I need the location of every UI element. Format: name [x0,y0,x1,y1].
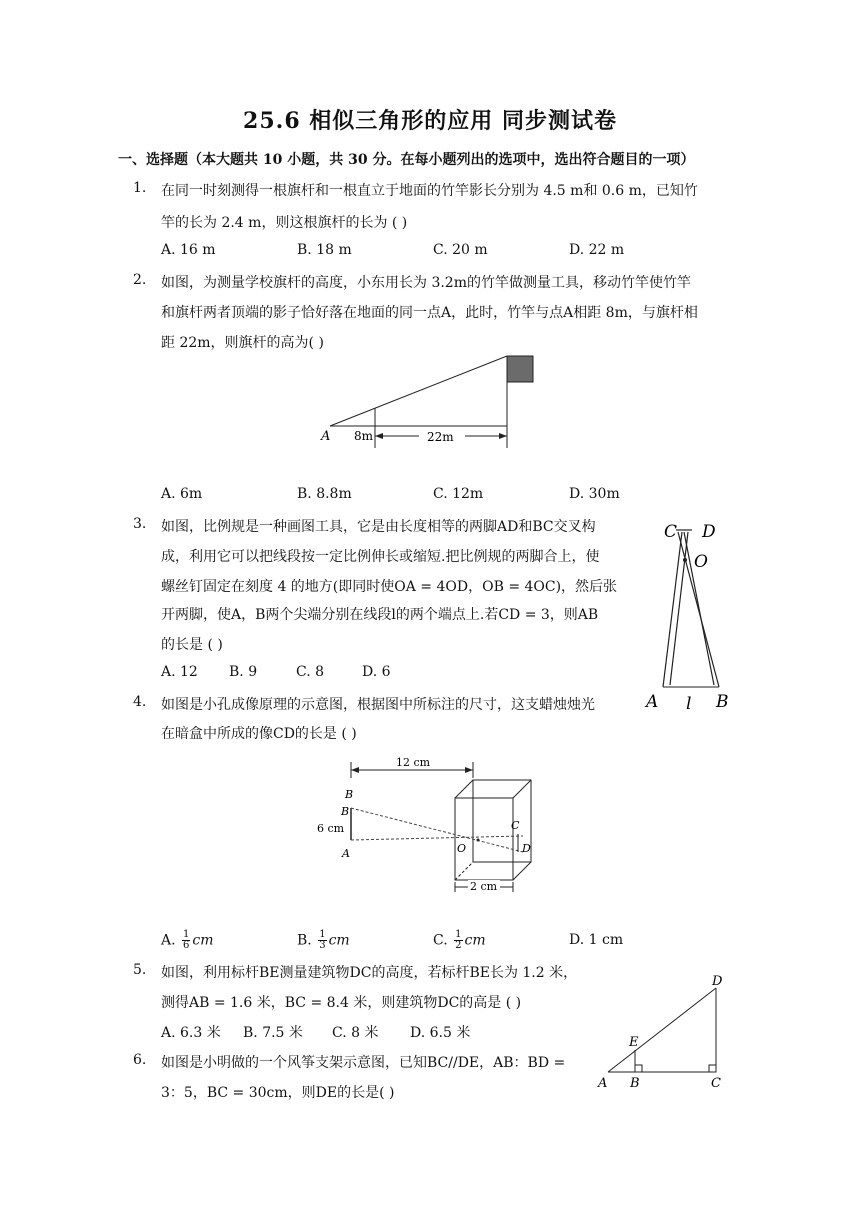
box-edge [455,780,473,798]
box-hidden-edge [455,862,473,880]
screw-o [683,558,687,562]
denominator: 2 [455,940,462,951]
point-label-b: B [630,1076,640,1091]
question-number: 4. [133,694,147,710]
question-text-line: 竿的长为 2.4 m，则这根旗杆的长为 ( ) [161,215,408,231]
point-label-c: C [711,1076,721,1091]
point-label-a: A [646,692,659,712]
option-c [433,930,486,951]
dimension-label-22m: 22m [427,430,454,444]
option-c: C. 12m [433,486,484,502]
dimension-label-2cm: 2 cm [470,880,498,893]
section-header: 一、选择题（本大题共 10 小题，共 30 分。在每小题列出的选项中，选出符合题目的一项） [118,152,695,168]
option-a [161,930,214,951]
question-number: 2. [133,272,147,288]
point-label-o: O [694,552,708,572]
option-a: A. 6.3 米 [161,1025,221,1041]
arrow-head [351,767,359,773]
fraction [182,930,190,951]
right-angle-mark [709,1065,716,1072]
point-label-a: A [342,847,350,860]
question-text-line: 距 22m，则旗杆的高为( ) [161,335,324,351]
box-edge [513,862,531,880]
question-number: 5. [133,962,147,978]
question-number: 1. [133,180,147,196]
arrow-head [465,767,473,773]
option-c: C. 8 米 [332,1025,379,1041]
option-c: C. 20 m [433,242,488,258]
point-label-o: O [457,842,467,855]
option-a: A. 6m [161,486,203,502]
pinhole-camera-figure [310,752,550,897]
flag [507,356,533,382]
fraction [454,930,462,951]
page-title: 25.6 相似三角形的应用 同步测试卷 [243,108,617,134]
point-label-b: B [716,692,729,712]
option-d: D. 22 m [569,242,625,258]
dimension-label-6cm: 6 cm [317,822,345,835]
point-label-c: C [664,522,678,542]
option-d: D. 1 cm [569,932,624,948]
question-text-line: 在同一时刻测得一根旗杆和一根直立于地面的竹竿影长分别为 4.5 m和 0.6 m，已知竹 [161,183,698,199]
option-b: B. 8.8m [297,486,352,502]
question-text-line: 如图是小明做的一个风筝支架示意图，已知BC//DE，AB：BD = [161,1055,566,1071]
question-text-line: 在暗盒中所成的像CD的长是 ( ) [161,726,357,742]
numerator: 1 [319,929,326,940]
question-number: 6. [133,1052,147,1068]
point-label-c: C [511,819,520,832]
option-a: A. 12 [161,664,198,680]
numerator: 1 [183,929,190,940]
pinhole-o [477,839,480,842]
option-d: D. 30m [569,486,620,502]
question-text-line: 如图是小孔成像原理的示意图，根据图中所标注的尺寸，这支蜡烛烛光 [161,697,595,713]
option-b: B. 18 m [297,242,352,258]
light-ray [351,836,523,840]
dimension-label-12cm: 12 cm [396,756,431,769]
point-label-a: A [598,1076,608,1091]
sight-line [330,356,507,426]
denominator: 6 [183,940,190,951]
option-b: B. 7.5 米 [243,1025,303,1041]
dimension-label-8m: 8m [354,429,374,443]
box-edge [513,780,531,798]
question-text-line: 成，利用它可以把线段按一定比例伸长或缩短.把比例规的两脚合上，使 [161,549,600,565]
option-letter: A. [161,932,176,949]
label-l: l [686,694,692,714]
denominator: 3 [319,940,326,951]
proportional-compass-figure [640,515,740,715]
unit: cm [464,932,486,949]
option-a: A. 16 m [161,242,216,258]
question-text-line: 螺丝钉固定在刻度 4 的地方(即同时使OA = 4OD，OB = 4OC)，然后张 [161,579,618,595]
numerator: 1 [455,929,462,940]
point-label-a: A [321,429,331,444]
question-text-line: 开两脚，使A，B两个尖端分别在线段l的两个端点上.若CD = 3，则AB [161,607,599,623]
option-letter: C. [433,932,448,949]
question-text-line: 和旗杆两者顶端的影子恰好落在地面的同一点A，此时，竹竿与点A相距 8m，与旗杆相 [161,305,698,321]
unit: cm [328,932,350,949]
right-angle-mark [635,1065,642,1072]
light-ray [351,808,523,852]
point-label-b: B [341,805,350,818]
fraction [318,930,326,951]
sight-line [608,988,716,1072]
box-front-face [455,798,513,880]
point-label-d: D [702,522,716,542]
option-d: D. 6 [362,664,391,680]
question-text-line: 测得AB = 1.6 米，BC = 8.4 米，则建筑物DC的高是 ( ) [161,995,522,1011]
question-text-line: 如图，为测量学校旗杆的高度，小东用长为 3.2m的竹竿做测量工具，移动竹竿使竹竿 [161,275,691,291]
option-letter: B. [297,932,312,949]
point-label-e: E [629,1035,639,1050]
option-b: B. 9 [229,664,258,680]
point-label-b: B [345,788,354,801]
question-number: 3. [133,516,147,532]
point-label-d: D [712,974,723,989]
option-d: D. 6.5 米 [410,1025,471,1041]
question-text-line: 的长是 ( ) [161,637,223,653]
option-b [297,930,350,951]
building-figure [590,970,740,1095]
unit: cm [192,932,214,949]
arrow-head [499,433,507,439]
option-c: C. 8 [296,664,325,680]
question-text-line: 如图，比例规是一种画图工具，它是由长度相等的两脚AD和BC交叉构 [161,519,596,535]
flagpole-figure [315,350,545,460]
arrow-head [375,433,383,439]
question-text-line: 3：5，BC = 30cm，则DE的长是( ) [161,1085,395,1101]
point-label-d: D [522,842,531,855]
question-text-line: 如图，利用标杆BE测量建筑物DC的高度，若标杆BE长为 1.2 米， [161,965,578,981]
